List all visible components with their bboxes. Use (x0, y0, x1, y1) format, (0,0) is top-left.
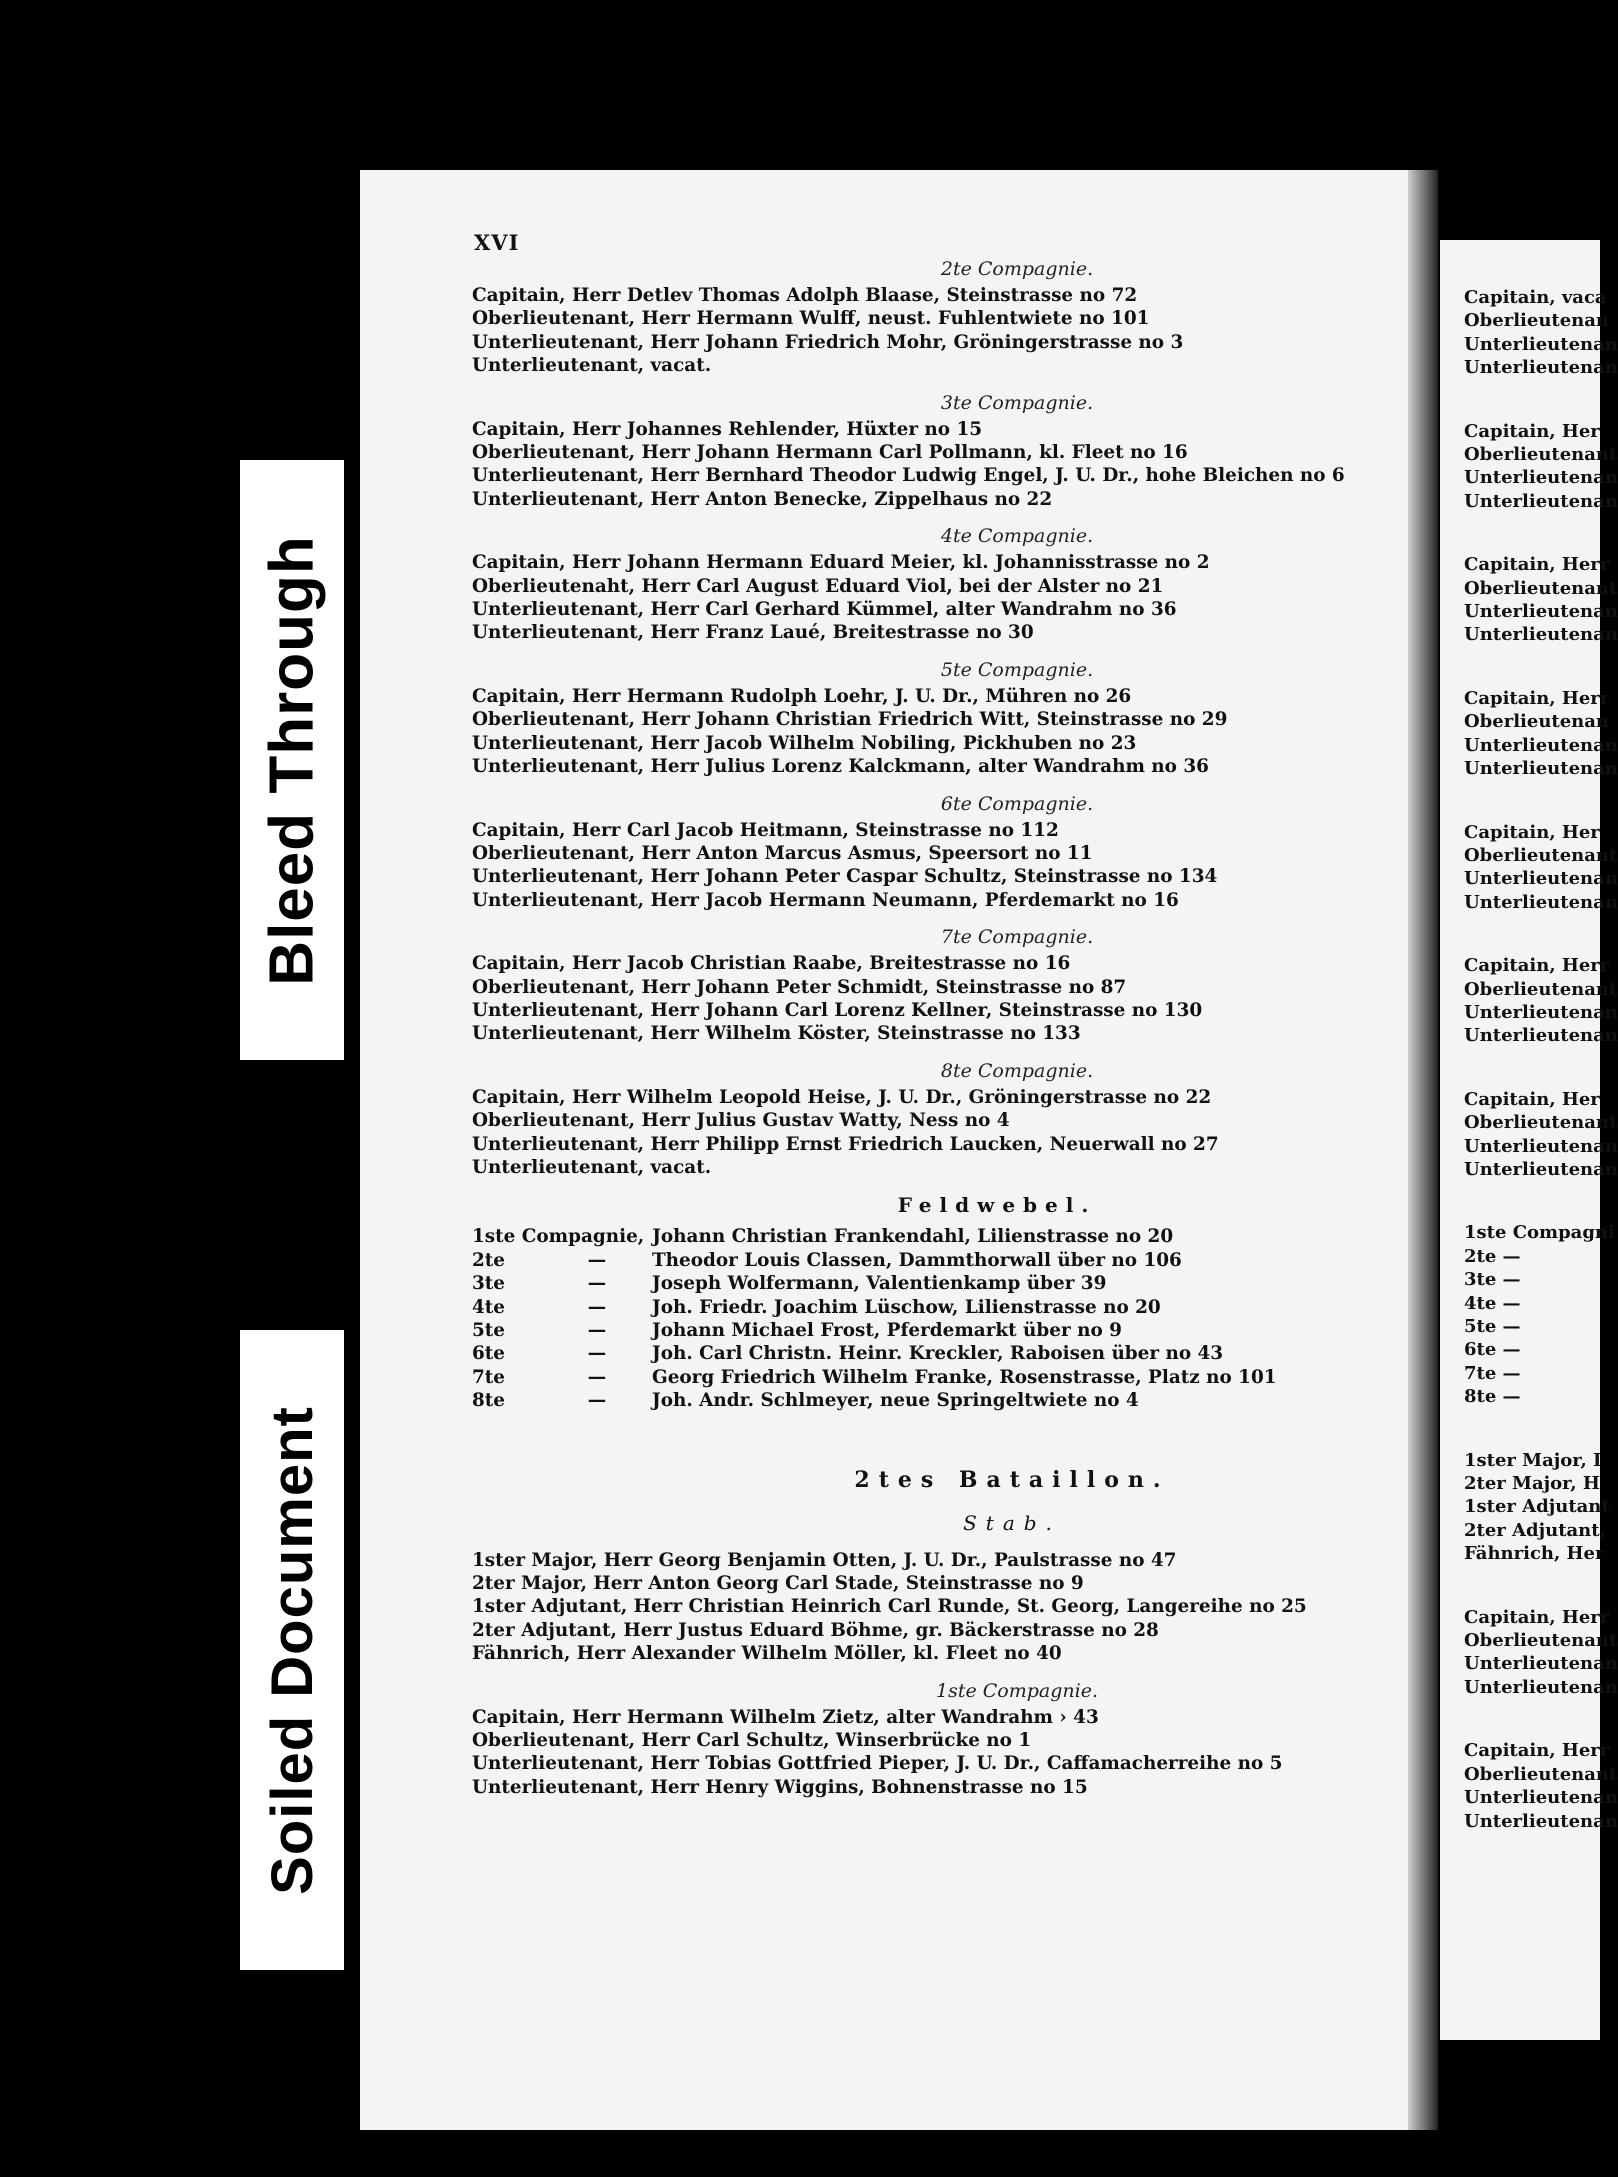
neighbour-line: Oberlieutenan (1464, 310, 1610, 332)
officer-line: Unterlieutenant, Herr Jacob Wilhelm Nobiling, Pickhuben no 23 (472, 732, 1137, 754)
neighbour-line: 1ster Major, I (1464, 1449, 1602, 1471)
officer-line: Oberlieutenant, Herr Johann Peter Schmidt, Steinstrasse no 87 (472, 976, 1127, 998)
neighbour-line: Unterlieutenan (1464, 868, 1618, 890)
neighbour-group (1440, 1449, 1610, 1566)
neighbour-page (1440, 240, 1618, 2040)
company-heading: 4te Compagnie. (940, 525, 1094, 548)
neighbour-line: Unterlieutenan (1464, 357, 1618, 379)
neighbour-line: Unterlieutenan (1464, 1001, 1618, 1023)
officer-line: Unterlieutenant, Herr Bernhard Theodor Ludwig Engel, J. U. Dr., hohe Bleichen no 6 (472, 465, 1345, 487)
neighbour-line: Capitain, Herr (1464, 955, 1610, 977)
first-company-list (472, 1706, 1402, 1800)
feldwebel-list (472, 1225, 1402, 1412)
company-heading: 7te Compagnie. (940, 926, 1094, 949)
feldwebel-company: 8te (472, 1390, 505, 1412)
neighbour-line: 5te — (1464, 1316, 1521, 1337)
company-section (472, 1060, 1402, 1180)
officer-line: Unterlieutenant, Herr Philipp Ernst Friedrich Laucken, Neuerwall no 27 (472, 1133, 1219, 1155)
neighbour-page-content (1440, 240, 1618, 1833)
company-heading: 6te Compagnie. (940, 792, 1094, 815)
stab-heading: Stab. (963, 1510, 1061, 1535)
neighbour-line: Unterlieutenan (1464, 1158, 1618, 1180)
officer-line: Capitain, Herr Johann Hermann Eduard Meier, kl. Johannisstrasse no 2 (472, 552, 1210, 574)
feldwebel-row (472, 1296, 1402, 1319)
officer-line: Unterlieutenant, Herr Franz Laué, Breitestrasse no 30 (472, 622, 1034, 644)
officer-line: Unterlieutenant, Herr Tobias Gottfried Pieper, J. U. Dr., Caffamacherreihe no 5 (472, 1753, 1283, 1775)
neighbour-line: 2te — (1464, 1245, 1521, 1267)
neighbour-line: 3te — (1464, 1269, 1521, 1291)
officer-line: Oberlieutenant, Herr Julius Gustav Watty, Ness no 4 (472, 1110, 1010, 1132)
feldwebel-company: 7te (472, 1366, 505, 1388)
neighbour-line: Unterlieutenan (1464, 891, 1618, 913)
company-heading: 3te Compagnie. (940, 391, 1094, 414)
first-company-heading: 1ste Compagnie. (935, 1679, 1098, 1702)
company-section (472, 793, 1402, 913)
feldwebel-row (472, 1389, 1402, 1412)
feldwebel-heading: Feldwebel. (897, 1193, 1097, 1218)
neighbour-line: Oberlieutenant (1464, 444, 1618, 466)
neighbour-group (1440, 553, 1618, 647)
feldwebel-entry: Joseph Wolfermann, Valentienkamp über 39 (652, 1273, 1107, 1295)
neighbour-line: Unterlieutenan (1464, 758, 1618, 780)
neighbour-line: Unterlieutenan (1464, 1810, 1618, 1832)
neighbour-line: Unterlieutenan (1464, 1135, 1618, 1157)
feldwebel-company: 1ste Compagnie, (472, 1226, 645, 1248)
soiled-document-text: Soiled Document (259, 1405, 325, 1895)
officer-line: Oberlieutenant, Herr Johann Hermann Carl Pollmann, kl. Fleet no 16 (472, 442, 1188, 464)
neighbour-group (1440, 1221, 1615, 1408)
company-heading: 2te Compagnie. (940, 258, 1094, 280)
neighbour-line: Unterlieutenan (1464, 1787, 1618, 1809)
neighbour-line: Unterlieutenan (1464, 601, 1618, 623)
neighbour-line: Unterlieutenan (1464, 467, 1618, 489)
neighbour-group (1440, 821, 1618, 915)
feldwebel-entry: Joh. Andr. Schlmeyer, neue Springeltwiete no 4 (652, 1390, 1139, 1412)
neighbour-line: Unterlieutenan (1464, 1676, 1618, 1698)
officer-line: Capitain, Herr Carl Jacob Heitmann, Steinstrasse no 112 (472, 819, 1059, 841)
neighbour-line: Oberlieutenant (1464, 1112, 1618, 1134)
feldwebel-row (472, 1319, 1402, 1342)
neighbour-group (1440, 687, 1618, 781)
page-gutter (1408, 170, 1438, 2130)
ditto-dash: — (587, 1249, 607, 1271)
neighbour-line: Oberlieutenan (1464, 711, 1610, 733)
officer-line: Unterlieutenant, Herr Henry Wiggins, Bohnenstrasse no 15 (472, 1776, 1088, 1798)
company-section (472, 926, 1402, 1046)
feldwebel-company: 2te (472, 1249, 505, 1271)
neighbour-line: Capitain, Herr (1464, 1606, 1610, 1628)
feldwebel-entry: Johann Christian Frankendahl, Lilienstrasse no 20 (652, 1226, 1174, 1248)
officer-line: Unterlieutenant, Herr Johann Peter Caspar Schultz, Steinstrasse no 134 (472, 866, 1218, 888)
neighbour-line: Unterlieutenan (1464, 490, 1618, 512)
neighbour-line: Oberlieutenant (1464, 577, 1618, 599)
neighbour-line: 8te — (1464, 1386, 1521, 1408)
company-section (472, 392, 1402, 512)
neighbour-line: 7te — (1464, 1362, 1521, 1384)
neighbour-group (1440, 420, 1618, 514)
ditto-dash: — (587, 1366, 607, 1388)
officer-line: Unterlieutenant, Herr Julius Lorenz Kalckmann, alter Wandrahm no 36 (472, 756, 1209, 778)
feldwebel-entry: Georg Friedrich Wilhelm Franke, Rosenstrasse, Platz no 101 (652, 1366, 1277, 1388)
feldwebel-entry: Joh. Friedr. Joachim Lüschow, Lilienstrasse no 20 (652, 1296, 1161, 1318)
feldwebel-row (472, 1249, 1402, 1272)
neighbour-line: Oberlieutenant (1464, 1630, 1618, 1652)
neighbour-group (1440, 286, 1618, 380)
neighbour-line: 6te — (1464, 1339, 1521, 1361)
officer-line: Capitain, Herr Johannes Rehlender, Hüxter no 15 (472, 418, 983, 440)
ditto-dash: — (587, 1343, 607, 1365)
neighbour-line: 1ste Compagni (1464, 1222, 1615, 1244)
neighbour-line: Unterlieutenan (1464, 624, 1618, 646)
officer-line: Capitain, Herr Hermann Wilhelm Zietz, alter Wandrahm › 43 (472, 1706, 1099, 1728)
battalion-heading: 2tes Bataillon. (854, 1466, 1170, 1493)
neighbour-line: Unterlieutenan (1464, 1025, 1618, 1047)
page-number: XVI (474, 230, 520, 255)
officer-line: Unterlieutenant, Herr Carl Gerhard Kümmel, alter Wandrahm no 36 (472, 599, 1177, 621)
ditto-dash: — (587, 1296, 607, 1318)
officer-line: Oberlieutenant, Herr Hermann Wulff, neust. Fuhlentwiete no 101 (472, 308, 1150, 330)
officer-line: Capitain, Herr Detlev Thomas Adolph Blaase, Steinstrasse no 72 (472, 285, 1138, 306)
neighbour-line: Oberlieutenant (1464, 1763, 1618, 1785)
neighbour-line: Capitain, Her (1464, 821, 1600, 843)
neighbour-group (1440, 1739, 1618, 1833)
officer-line: Unterlieutenant, Herr Johann Carl Lorenz Kellner, Steinstrasse no 130 (472, 999, 1203, 1021)
officer-line: Unterlieutenant, Herr Johann Friedrich Mohr, Gröningerstrasse no 3 (472, 331, 1184, 353)
feldwebel-entry: Johann Michael Frost, Pferdemarkt über no 9 (652, 1320, 1122, 1341)
officer-line: Capitain, Herr Jacob Christian Raabe, Breitestrasse no 16 (472, 953, 1071, 975)
neighbour-line: Unterlieutenan (1464, 1653, 1618, 1675)
feldwebel-row (472, 1366, 1402, 1389)
feldwebel-entry: Joh. Carl Christn. Heinr. Kreckler, Raboisen über no 43 (652, 1343, 1224, 1365)
feldwebel-row (472, 1342, 1402, 1365)
feldwebel-company: 3te (472, 1273, 505, 1295)
officer-line: Capitain, Herr Wilhelm Leopold Heise, J. U. Dr., Gröningerstrasse no 22 (472, 1086, 1212, 1108)
stab-line: 1ster Adjutant, Herr Christian Heinrich Carl Runde, St. Georg, Langereihe no 25 (472, 1596, 1307, 1618)
bleed-through-text: Bleed Through (257, 534, 327, 986)
feldwebel-company: 6te (472, 1343, 505, 1365)
feldwebel-entry: Theodor Louis Classen, Dammthorwall über no 106 (652, 1249, 1182, 1271)
company-section (472, 258, 1402, 378)
neighbour-line: Oberlieutenant (1464, 978, 1618, 1000)
neighbour-line: 1ster Adjutant (1464, 1496, 1610, 1518)
stab-line: 2ter Adjutant, Herr Justus Eduard Böhme, gr. Bäckerstrasse no 28 (472, 1619, 1159, 1641)
stab-line: 2ter Major, Herr Anton Georg Carl Stade, Steinstrasse no 9 (472, 1573, 1084, 1595)
document-page (360, 170, 1422, 2130)
neighbour-line: Capitain, Her (1464, 1088, 1600, 1110)
neighbour-line: Capitain, Herr (1464, 687, 1610, 709)
ditto-dash: — (587, 1320, 607, 1341)
officer-line: Unterlieutenant, vacat. (472, 1156, 712, 1178)
feldwebel-row (472, 1272, 1402, 1295)
feldwebel-row (472, 1225, 1402, 1248)
feldwebel-company: 5te (472, 1320, 505, 1341)
feldwebel-company: 4te (472, 1296, 505, 1318)
neighbour-line: Capitain, Her (1464, 420, 1600, 442)
officer-line: Unterlieutenant, vacat. (472, 355, 712, 377)
stab-line: Fähnrich, Herr Alexander Wilhelm Möller, kl. Fleet no 40 (472, 1643, 1062, 1665)
page-content (472, 258, 1402, 1799)
neighbour-group (1440, 1606, 1618, 1700)
company-heading: 8te Compagnie. (940, 1059, 1094, 1082)
neighbour-line: Fähnrich, Her (1464, 1543, 1605, 1565)
neighbour-line: Unterlieutenan (1464, 333, 1618, 355)
company-heading: 5te Compagnie. (940, 658, 1094, 681)
neighbour-line: 2ter Adjutant, (1464, 1519, 1606, 1541)
company-section (472, 525, 1402, 645)
stab-list (472, 1549, 1402, 1666)
bleed-through-label (240, 460, 344, 1060)
neighbour-group (1440, 1088, 1618, 1182)
neighbour-line: 4te — (1464, 1292, 1521, 1314)
officer-line: Oberlieutenant, Herr Johann Christian Friedrich Witt, Steinstrasse no 29 (472, 709, 1228, 731)
neighbour-line: Unterlieutenan (1464, 734, 1618, 756)
soiled-document-label (240, 1330, 344, 1970)
officer-line: Oberlieutenant, Herr Carl Schultz, Winserbrücke no 1 (472, 1730, 1032, 1752)
neighbour-line: 2ter Major, H (1464, 1473, 1600, 1495)
officer-line: Oberlieutenaht, Herr Carl August Eduard Viol, bei der Alster no 21 (472, 575, 1164, 597)
neighbour-line: Oberlieutenant (1464, 844, 1618, 866)
neighbour-line: Capitain, Herr (1464, 1740, 1610, 1762)
stab-line: 1ster Major, Herr Georg Benjamin Otten, J. U. Dr., Paulstrasse no 47 (472, 1549, 1177, 1571)
officer-line: Unterlieutenant, Herr Jacob Hermann Neumann, Pferdemarkt no 16 (472, 889, 1179, 911)
ditto-dash: — (587, 1390, 607, 1412)
neighbour-group (1440, 954, 1618, 1048)
company-sections (472, 258, 1402, 1179)
ditto-dash: — (587, 1273, 607, 1295)
company-section (472, 659, 1402, 779)
neighbour-line: Capitain, Herr (1464, 554, 1610, 576)
officer-line: Unterlieutenant, Herr Anton Benecke, Zippelhaus no 22 (472, 488, 1053, 510)
officer-line: Unterlieutenant, Herr Wilhelm Köster, Steinstrasse no 133 (472, 1023, 1081, 1045)
officer-line: Oberlieutenant, Herr Anton Marcus Asmus, Speersort no 11 (472, 842, 1093, 864)
officer-line: Capitain, Herr Hermann Rudolph Loehr, J. U. Dr., Mühren no 26 (472, 685, 1132, 707)
neighbour-line: Capitain, vaca (1464, 287, 1607, 308)
